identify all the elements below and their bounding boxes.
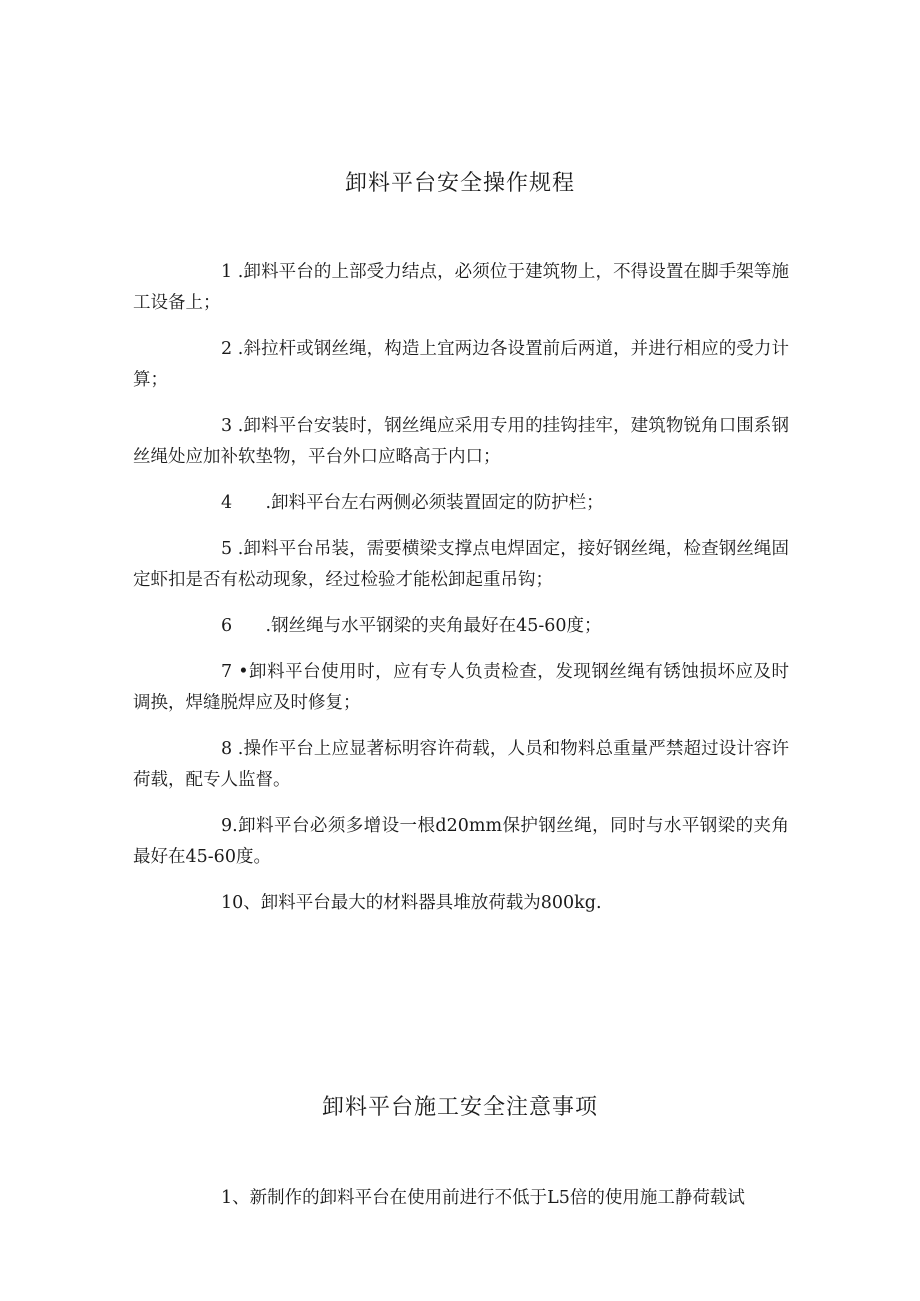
rule-number: 7 [221, 662, 233, 682]
note-separator: 、 [232, 1188, 250, 1208]
rule-text: 斜拉杆或钢丝绳，构造上宜两边各设置前后两道，并进行相应的受力计算； [133, 339, 789, 390]
rule-item [133, 534, 789, 596]
rule-separator: . [232, 539, 244, 559]
safety-notes-list [133, 1183, 789, 1229]
rule-number: 4 [221, 493, 233, 513]
rule-number: 6 [221, 616, 233, 636]
rule-number: 8 [221, 739, 233, 759]
rule-number: 2 [221, 339, 233, 359]
rule-text: 卸料平台最大的材料器具堆放荷载为800kg. [260, 893, 602, 913]
rule-separator: . [232, 816, 238, 836]
section-title-safety-notes: 卸料平台施工安全注意事项 [321, 1095, 598, 1120]
rule-text: 卸料平台的上部受力结点，必须位于建筑物上，不得设置在脚手架等施工设备上； [133, 262, 789, 313]
rule-text: 卸料平台左右两侧必须装置固定的防护栏； [271, 493, 604, 513]
rule-text: 卸料平台必须多增设一根d20mm保护钢丝绳，同时与水平钢梁的夹角最好在45-60度。 [133, 816, 789, 867]
rule-item [133, 811, 789, 873]
rule-item [133, 888, 789, 919]
rule-separator: • [232, 662, 249, 682]
note-item [133, 1183, 789, 1214]
rule-item [133, 334, 789, 396]
rule-item [133, 257, 789, 319]
rule-number: 10 [221, 893, 244, 913]
rule-separator: . [232, 339, 244, 359]
rule-item [133, 657, 789, 719]
rule-text: 卸料平台使用时，应有专人负责检查，发现钢丝绳有锈蚀损坏应及时调换，焊缝脱焊应及时修复； [133, 662, 789, 713]
rule-text: 卸料平台吊装，需要横梁支撑点电焊固定，接好钢丝绳，检查钢丝绳固定虾扣是否有松动现象，经过检验才能松卸起重吊钩； [133, 539, 789, 590]
note-text: 新制作的卸料平台在使用前进行不低于L5倍的使用施工静荷载试 [249, 1188, 745, 1208]
rule-number: 3 [221, 416, 233, 436]
rule-number: 1 [221, 262, 233, 282]
rule-separator: . [232, 416, 244, 436]
rule-item [133, 734, 789, 796]
rule-separator: . [232, 739, 244, 759]
rule-separator: . [232, 616, 272, 636]
rule-text: 卸料平台安装时，钢丝绳应采用专用的挂钩挂牢，建筑物锐角口围系钢丝绳处应加补软垫物，平台外口应略高于内口； [133, 416, 789, 467]
rule-number: 9 [221, 816, 233, 836]
rule-separator: . [232, 262, 244, 282]
rule-item [133, 411, 789, 473]
rule-separator: 、 [243, 893, 261, 913]
operation-rules-list [133, 257, 789, 934]
rule-text: 钢丝绳与水平钢梁的夹角最好在45-60度； [271, 616, 602, 636]
rule-separator: . [232, 493, 272, 513]
rule-text: 操作平台上应显著标明容许荷载，人员和物料总重量严禁超过设计容许荷载，配专人监督。 [133, 739, 789, 790]
rule-item [133, 611, 789, 642]
note-number: 1 [221, 1188, 233, 1208]
rule-item [133, 488, 789, 519]
rule-number: 5 [221, 539, 233, 559]
section-title-operation-rules: 卸料平台安全操作规程 [344, 171, 575, 196]
